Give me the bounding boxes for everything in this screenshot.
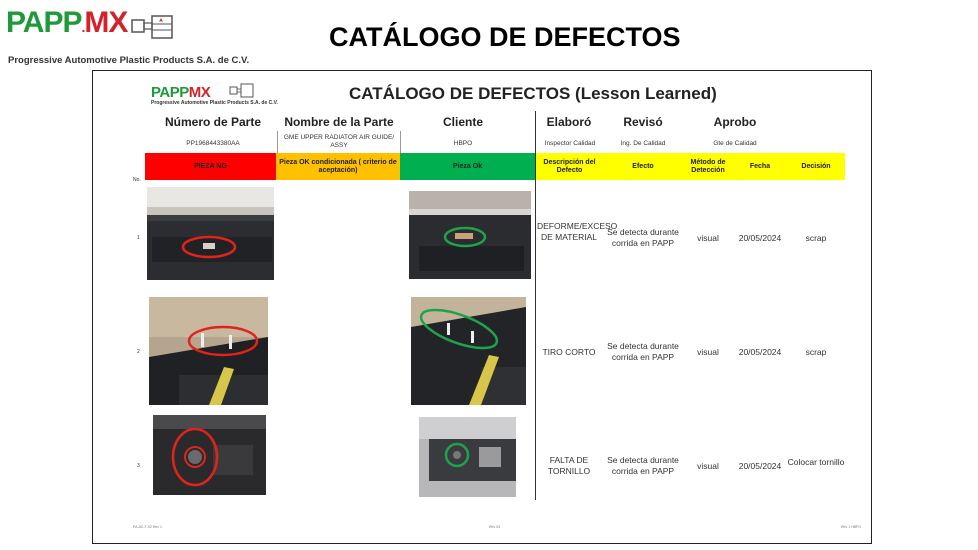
row-method: visual [697, 347, 719, 357]
approved-label: Aprobo [713, 115, 757, 129]
made-label: Elaboró [546, 115, 592, 129]
ng-photo-1 [147, 187, 274, 280]
reviewed-value: Ing. De Calidad [620, 140, 666, 147]
made-value: Inspector Calidad [544, 140, 596, 147]
footer-right: Rev 1 HBPO [841, 525, 862, 529]
part-name-label: Nombre de la Parte [284, 115, 394, 129]
footer-left: PA-AC-F-02 Rev 1 [133, 525, 162, 529]
row-date: 20/05/2024 [738, 233, 782, 243]
row-number: 3 [137, 463, 140, 469]
no-column-label: No. [133, 177, 141, 183]
doc-title: CATÁLOGO DE DEFECTOS (Lesson Learned) [349, 84, 717, 103]
reviewed-label: Revisó [623, 115, 663, 129]
part-name-value: GME UPPER RADIATOR AIR GUIDE/ ASSY [283, 134, 395, 149]
row-decision: scrap [805, 233, 827, 243]
row-effect: Se detecta durante corrida en PAPP [607, 227, 679, 248]
doc-company-name: Progressive Automotive Plastic Products S.A. de C.V. [151, 100, 278, 106]
separator [400, 131, 401, 153]
row-method: visual [697, 461, 719, 471]
row-decision: Colocar tornillo [787, 457, 845, 467]
row-decision: scrap [805, 347, 827, 357]
logo-dot: . [81, 19, 85, 35]
ok-photo-1 [409, 191, 531, 279]
part-number-label: Número de Parte [164, 115, 262, 129]
defect-catalog-document [92, 70, 872, 544]
page-title: CATÁLOGO DE DEFECTOS [329, 22, 681, 52]
row-date: 20/05/2024 [738, 347, 782, 357]
doc-logo-machine-icon [229, 83, 255, 99]
row-effect: Se detecta durante corrida en PAPP [607, 455, 679, 476]
ok-photo-3 [419, 417, 516, 497]
row-description: TIRO CORTO [542, 347, 596, 357]
approved-value: Gte de Calidad [713, 140, 757, 147]
footer-center: Rev 03 [489, 525, 501, 529]
conditional-column-header: Pieza OK condicionada ( criterio de aceptación) [276, 153, 400, 180]
description-column-header: Descripción del Defecto [536, 153, 603, 180]
method-column-header: Método de Detección [683, 153, 733, 180]
doc-logo-part1: PAPP [151, 84, 189, 101]
part-number-value: PP1968443380AA [186, 140, 240, 147]
company-logo [6, 6, 250, 66]
company-name: Progressive Automotive Plastic Products S.A. de C.V. [8, 55, 250, 66]
row-description: FALTA DE TORNILLO [547, 455, 591, 476]
client-label: Cliente [442, 115, 483, 129]
ng-photo-2 [149, 297, 268, 405]
row-number: 2 [137, 349, 140, 355]
ng-photo-3 [153, 415, 266, 495]
row-number: 1 [137, 235, 140, 241]
doc-logo [151, 85, 278, 106]
doc-logo-part2: MX [188, 84, 211, 101]
ok-photo-2 [411, 297, 526, 405]
row-method: visual [697, 233, 719, 243]
row-date: 20/05/2024 [738, 461, 782, 471]
row-description: DEFORME/EXCESO DE MATERIAL [537, 221, 618, 242]
ok-column-header: Pieza Ok [400, 153, 535, 180]
logo-part2: MX [84, 6, 128, 39]
decision-column-header: Decisión [787, 153, 845, 180]
separator [277, 131, 278, 153]
effect-column-header: Efecto [603, 153, 683, 180]
logo-part1: PAPP [6, 6, 82, 39]
ng-column-header: PIEZA NG [145, 153, 276, 180]
logo-machine-icon [130, 12, 176, 42]
date-column-header: Fecha [733, 153, 787, 180]
row-effect: Se detecta durante corrida en PAPP [607, 341, 679, 362]
client-value: HBPO [453, 140, 473, 147]
